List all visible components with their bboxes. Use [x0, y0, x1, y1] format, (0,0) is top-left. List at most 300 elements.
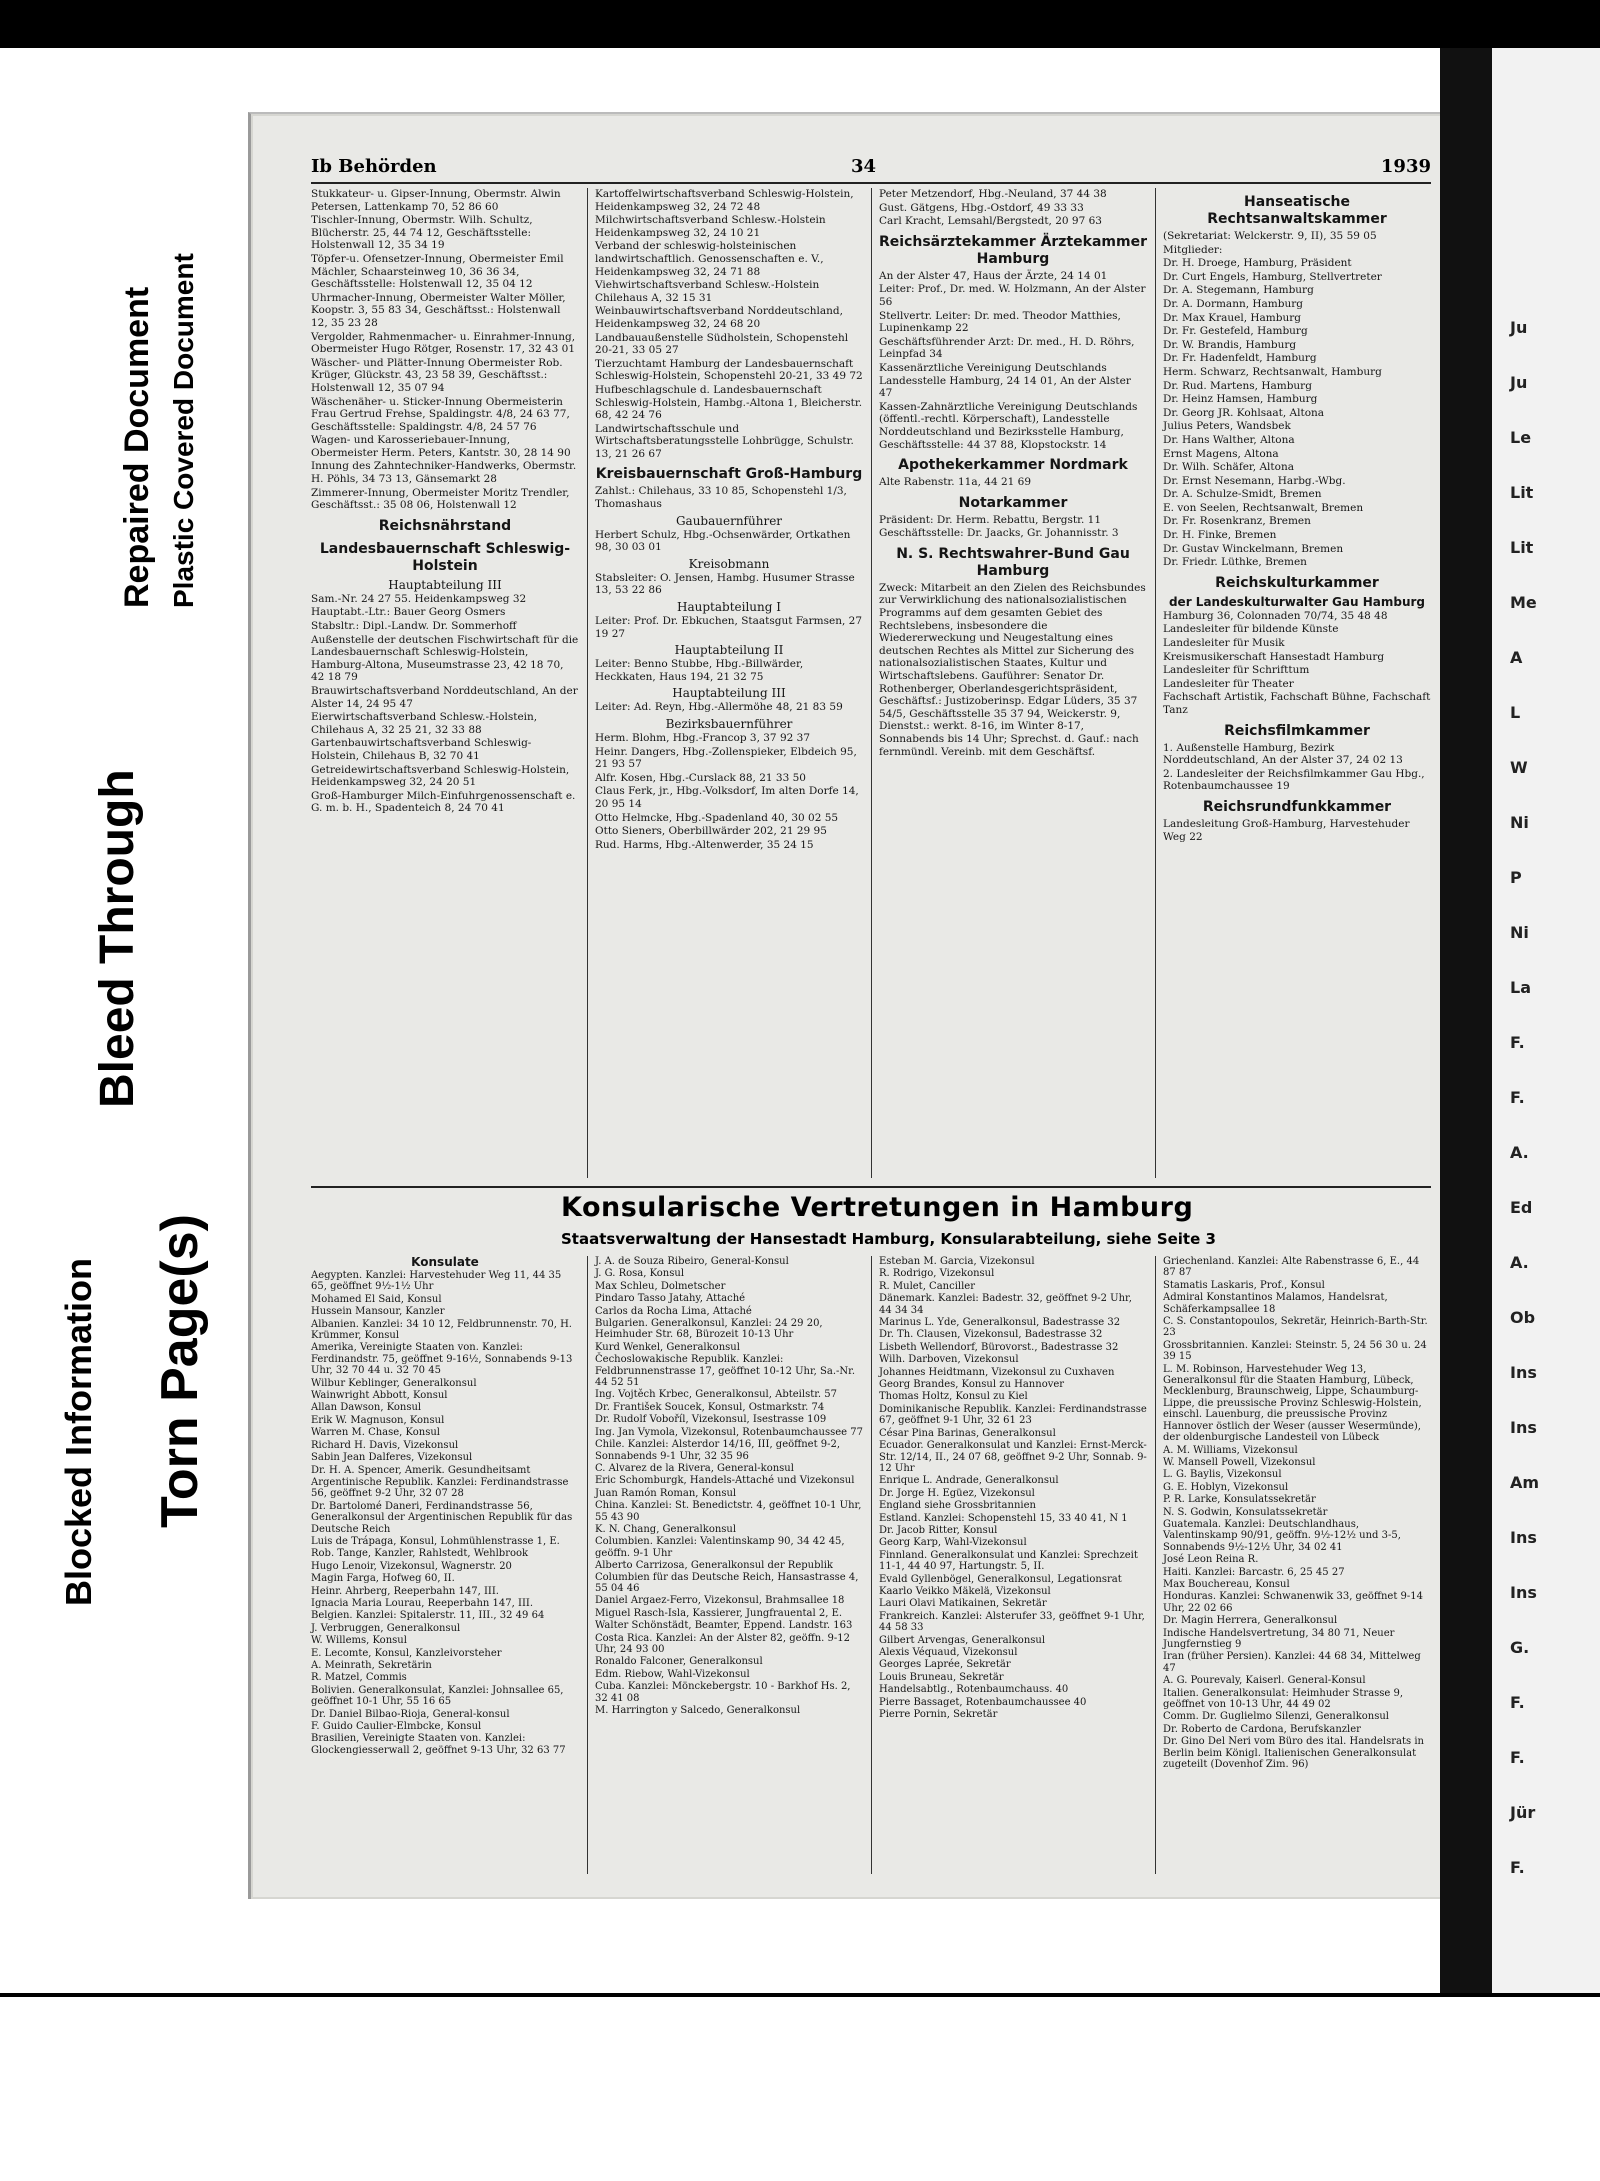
col2-list-d — [595, 572, 863, 597]
entry: Vergolder, Rahmenmacher- u. Einrahmer-Innung, Obermeister Hugo Rötger, Rosenstr. 17, 32 43 01 — [311, 330, 576, 356]
entry: Milchwirtschaftsverband Schlesw.-Holstein Heidenkampsweg 32, 24 10 21 — [595, 214, 826, 239]
entry: Dr. Gino Del Neri vom Büro des ital. Handelsrats in Berlin beim Königl. Italienischen Generalkonsulat zugeteilt (Dovenhof Zim. 96) — [1163, 1736, 1424, 1771]
entry: Ignacia Maria Lourau, Reeperbahn 147, III. — [311, 1597, 534, 1609]
column-3 — [879, 188, 1147, 759]
entry: Ecuador. Generalkonsulat und Kanzlei: Ernst-Merck-Str. 12/14, II., 24 07 68, geöffnet 9-2 Uhr, Sonnab. 9-12 Uhr — [879, 1440, 1147, 1474]
entry: Landbauaußenstelle Südholstein, Schopenstehl 20-21, 33 05 27 — [595, 331, 849, 357]
entry: Dominikanische Republik. Kanzlei: Ferdinandstrasse 67, geöffnet 9-1 Uhr, 32 61 23 — [879, 1403, 1147, 1427]
col1-list-b — [311, 593, 579, 815]
col3-list-c — [879, 476, 1147, 489]
header-year: 1939 — [1380, 156, 1431, 177]
edge-fragment: Ins — [1510, 1528, 1537, 1547]
entry: Landesleitung Groß-Hamburg, Harvestehuder Weg 22 — [1163, 817, 1410, 843]
col3-list-e — [879, 582, 1147, 758]
entry: Stabsltr.: Dipl.-Landw. Dr. Sommerhoff — [311, 620, 517, 633]
edge-fragment: F. — [1510, 1033, 1525, 1052]
entry: Dr. Heinz Hamsen, Hamburg — [1163, 393, 1318, 406]
entry: Herbert Schulz, Hbg.-Ochsenwärder, Ortkathen 98, 30 03 01 — [595, 528, 851, 554]
entry: R. Rodrigo, Vizekonsul — [879, 1268, 995, 1280]
entry: Claus Ferk, jr., Hbg.-Volksdorf, Im alten Dorfe 14, 20 95 14 — [595, 785, 859, 810]
entry: Dr. A. Dormann, Hamburg — [1163, 297, 1303, 310]
col3-list-a — [879, 188, 1147, 228]
entry: P. R. Larke, Konsulatssekretär — [1163, 1494, 1316, 1506]
entry: Kassenärztliche Vereinigung Deutschlands Landesstelle Hamburg, 24 14 01, An der Alster 47 — [879, 361, 1131, 400]
col2-list-h — [595, 732, 863, 851]
konsulate-list-4 — [1163, 1256, 1431, 1770]
entry: Otto Helmcke, Hbg.-Spadenland 40, 30 02 55 — [595, 811, 839, 824]
entry: Dr. Fr. Hadenfeldt, Hamburg — [1163, 352, 1317, 365]
entry: J. G. Rosa, Konsul — [595, 1268, 685, 1280]
edge-fragment: La — [1510, 978, 1531, 997]
entry: J. Verbruggen, Generalkonsul — [311, 1622, 461, 1634]
col2-subheading-2: Kreisobmann — [688, 556, 770, 571]
entry: Lauri Olavi Matikainen, Sekretär — [879, 1598, 1047, 1610]
konsulate-column-2 — [595, 1256, 863, 1717]
col3-heading-2: Apothekerkammer Nordmark — [898, 457, 1128, 474]
entry: Dr. A. Schulze-Smidt, Bremen — [1163, 488, 1322, 501]
entry: An der Alster 47, Haus der Ärzte, 24 14 01 — [879, 269, 1108, 282]
entry: Gartenbauwirtschaftsverband Schleswig-Holstein, Chilehaus B, 32 70 41 — [311, 737, 532, 762]
entry: Amerika, Vereinigte Staaten von. Kanzlei: Ferdinandstr. 75, geöffnet 9-16½, Sonnabends 9-13 Uhr, 32 70 44 u. 32 70 45 — [311, 1342, 573, 1377]
column-divider — [587, 1256, 588, 1874]
col1-list-a — [311, 188, 579, 512]
entry: A. M. Williams, Vizekonsul — [1163, 1444, 1298, 1456]
entry: Dr. Curt Engels, Hamburg, Stellvertreter — [1163, 270, 1382, 283]
entry: Dr. Georg JR. Kohlsaat, Altona — [1163, 406, 1325, 419]
entry: Alexis Véquaud, Vizekonsul — [879, 1647, 1018, 1658]
entry: Max Bouchereau, Konsul — [1163, 1578, 1290, 1590]
entry: Georges Laprée, Sekretär — [879, 1659, 1011, 1671]
entry: Griechenland. Kanzlei: Alte Rabenstrasse 6, E., 44 87 87 — [1163, 1256, 1420, 1279]
entry: Argentinische Republik. Kanzlei: Ferdinandstrasse 56, geöffnet 9-2 Uhr, 32 07 28 — [311, 1476, 569, 1500]
col2-list-g — [595, 701, 863, 714]
entry: Belgien. Kanzlei: Spitalerstr. 11, III., 32 49 64 — [311, 1610, 545, 1622]
konsulate-column-1 — [311, 1252, 579, 1757]
entry: Rud. Harms, Hbg.-Altenwerder, 35 24 15 — [595, 838, 814, 851]
entry: J. A. de Souza Ribeiro, General-Konsul — [595, 1256, 789, 1267]
col4-list-b — [1163, 610, 1431, 717]
entry: Finnland. Generalkonsulat und Kanzlei: Sprechzeit 11-1, 44 40 97, Hartungstr. 5, II. — [879, 1549, 1138, 1573]
entry: Dr. Magin Herrera, Generalkonsul — [1163, 1615, 1338, 1627]
entry: R. Mulet, Canciller — [879, 1280, 976, 1292]
entry: Admiral Konstantinos Malamos, Handelsrat, Schäferkampsallee 18 — [1163, 1292, 1388, 1315]
entry: Alberto Carrizosa, Generalkonsul der Republik Columbien für das Deutsche Reich, Hansastrasse 4, 55 04 46 — [595, 1560, 859, 1594]
konsulate-column-4 — [1163, 1256, 1431, 1771]
header-section: Ib Behörden — [311, 156, 437, 177]
entry: Geschäftsstelle: Dr. Jaacks, Gr. Johannisstr. 3 — [879, 527, 1119, 540]
entry: Dr. Ernst Nesemann, Harbg.-Wbg. — [1163, 474, 1346, 487]
entry: César Pina Barinas, Generalkonsul — [879, 1427, 1056, 1439]
col4-subheading-1: der Landeskulturwalter Gau Hamburg — [1168, 594, 1426, 609]
entry: A. G. Pourevaly, Kaiserl. General-Konsul — [1163, 1675, 1366, 1687]
edge-fragment: A. — [1510, 1253, 1529, 1272]
col2-subheading-1: Gaubauernführer — [675, 513, 783, 528]
entry: Sabin Jean Dalferes, Vizekonsul — [311, 1452, 473, 1464]
entry: Carl Kracht, Lemsahl/Bergstedt, 20 97 63 — [879, 215, 1102, 228]
entry: Otto Sieners, Oberbillwärder 202, 21 29 95 — [595, 825, 827, 838]
edge-fragment: F. — [1510, 1693, 1525, 1712]
col1-subheading-1: Hauptabteilung III — [388, 577, 502, 592]
entry: Wäscher- und Plätter-Innung Obermeister Rob. Krüger, Glückstr. 43, 23 58 39, Geschäftsst.: Holstenwall 12, 35 07 94 — [311, 356, 563, 394]
entry: C. S. Constantopoulos, Sekretär, Heinrich-Barth-Str. 23 — [1163, 1316, 1428, 1339]
entry: Estland. Kanzlei: Schopenstehl 15, 33 40 41, N 1 — [879, 1512, 1128, 1524]
entry: Georg Karp, Wahl-Vizekonsul — [879, 1537, 1027, 1549]
entry: Erik W. Magnuson, Konsul — [311, 1414, 445, 1426]
entry: Daniel Argaez-Ferro, Vizekonsul, Brahmsallee 18 — [595, 1595, 845, 1607]
entry: Guatemala. Kanzlei: Deutschlandhaus, Valentinskamp 90/91, geöffn. 9½-12½ und 3-5, Sonnabends 9½-12½ Uhr, 34 02 41 — [1163, 1518, 1401, 1553]
entry: Italien. Generalkonsulat: Heimhuder Strasse 9, geöffnet von 10-13 Uhr, 44 49 02 — [1163, 1687, 1404, 1711]
entry: Dr. H. Droege, Hamburg, Präsident — [1163, 257, 1352, 270]
entry: Fachschaft Artistik, Fachschaft Bühne, Fachschaft Tanz — [1163, 691, 1431, 716]
entry: Frankreich. Kanzlei: Alsterufer 33, geöffnet 9-1 Uhr, 44 58 33 — [879, 1610, 1145, 1634]
col2-list-e — [595, 615, 863, 640]
entry: Allan Dawson, Konsul — [311, 1402, 422, 1414]
entry: Herm. Blohm, Hbg.-Francop 3, 37 92 37 — [595, 732, 810, 744]
entry: Tischler-Innung, Obermstr. Wilh. Schultz, Blücherstr. 25, 44 74 12, Geschäftsstelle: Holstenwall 12, 35 34 19 — [311, 214, 533, 252]
page-header — [311, 152, 1431, 184]
entry: Getreidewirtschaftsverband Schleswig-Holstein, Heidenkampsweg 32, 24 20 51 — [311, 763, 570, 789]
edge-fragment: G. — [1510, 1638, 1530, 1657]
entry: Hugo Lenoir, Vizekonsul, Wagnerstr. 20 — [311, 1560, 512, 1572]
entry: Alfr. Kosen, Hbg.-Curslack 88, 21 33 50 — [595, 771, 806, 784]
page-gutter-shadow — [1440, 48, 1492, 1993]
entry: W. Willems, Konsul — [311, 1635, 407, 1647]
entry: Leiter: Prof., Dr. med. W. Holzmann, An der Alster 56 — [879, 283, 1146, 308]
col4-list-d — [1163, 818, 1431, 843]
edge-fragment: Ju — [1510, 373, 1528, 392]
konsulate-list-1 — [311, 1270, 579, 1756]
col2-list-f — [595, 658, 863, 683]
scan-bottom-border — [0, 1993, 1600, 2181]
entry: Dr. A. Stegemann, Hamburg — [1163, 284, 1314, 297]
col2-heading-1: Kreisbauernschaft Groß-Hamburg — [595, 466, 863, 483]
edge-fragment: Me — [1510, 593, 1537, 612]
col4-list-c — [1163, 742, 1431, 793]
entry: Iran (früher Persien). Kanzlei: 44 68 34, Mittelweg 47 — [1163, 1651, 1421, 1674]
entry: Herm. Schwarz, Rechtsanwalt, Hamburg — [1163, 365, 1382, 378]
edge-fragment: F. — [1510, 1858, 1525, 1877]
column-divider — [587, 188, 588, 1178]
entry: Geschäftsführender Arzt: Dr. med., H. D. Röhrs, Leinpfad 34 — [879, 335, 1135, 361]
entry: Enrique L. Andrade, Generalkonsul — [879, 1475, 1059, 1487]
entry: Georg Brandes, Konsul zu Hannover — [879, 1379, 1065, 1391]
entry: Louis Bruneau, Sekretär — [879, 1671, 1004, 1683]
entry: Brasilien, Vereinigte Staaten von. Kanzlei: Glockengiesserwall 2, geöffnet 9-13 Uhr, 32 63 77 — [311, 1733, 566, 1756]
entry: Dr. Rudolf Voboříl, Vizekonsul, Isestrasse 109 — [595, 1414, 827, 1426]
col1-heading-1: Reichsnährstand — [378, 517, 512, 534]
entry: Haiti. Kanzlei: Barcastr. 6, 25 45 27 — [1163, 1566, 1345, 1578]
entry: Edm. Riebow, Wahl-Vizekonsul — [595, 1668, 750, 1680]
entry: Ronaldo Falconer, Generalkonsul — [595, 1656, 763, 1668]
entry: Richard H. Davis, Vizekonsul — [311, 1439, 459, 1451]
label-bleed-through: Bleed Through — [91, 769, 144, 1108]
col4-heading-1: Hanseatische Rechtsanwaltskammer — [1207, 194, 1387, 227]
entry: Verband der schleswig-holsteinischen landwirtschaftlich. Genossenschaften e. V., Heidenkampsweg 32, 24 71 88 — [595, 240, 824, 278]
edge-fragment: Lit — [1510, 538, 1534, 557]
entry: Dr. W. Brandis, Hamburg — [1163, 338, 1297, 351]
edge-fragment: Am — [1510, 1473, 1540, 1492]
entry: M. Harrington y Salcedo, Generalkonsul — [595, 1705, 801, 1717]
entry: Pindaro Tasso Jatahy, Attaché — [595, 1293, 746, 1305]
entry: Dr. H. A. Spencer, Amerik. Gesundheitsamt — [311, 1464, 531, 1476]
edge-fragment: A. — [1510, 1143, 1529, 1162]
edge-fragment: A — [1510, 648, 1523, 667]
entry: Wagen- und Karosseriebauer-Innung, Obermeister Herm. Peters, Kantstr. 30, 28 14 90 — [311, 434, 571, 459]
entry: Dr. Daniel Bilbao-Rioja, General-konsul — [311, 1708, 510, 1720]
entry: Carlos da Rocha Lima, Attaché — [595, 1305, 752, 1317]
column-divider — [871, 1256, 872, 1874]
entry: Dr. Friedr. Lüthke, Bremen — [1163, 556, 1307, 569]
entry: Dr. Rud. Martens, Hamburg — [1163, 379, 1312, 392]
col2-subheading-5: Hauptabteilung III — [672, 686, 786, 701]
col4-heading-2: Reichskulturkammer — [1215, 574, 1379, 591]
entry: Lisbeth Wellendorf, Bürovorst., Badestrasse 32 — [879, 1341, 1119, 1353]
konsulate-column-3 — [879, 1256, 1147, 1721]
entry: Landesleiter für Schrifttum — [1163, 664, 1310, 677]
header-page-number: 34 — [851, 156, 877, 177]
entry: Hauptabt.-Ltr.: Bauer Georg Osmers — [311, 606, 506, 619]
entry: Juan Ramón Roman, Konsul — [595, 1487, 737, 1499]
document-page — [248, 112, 1481, 1899]
edge-fragment: L — [1510, 703, 1521, 722]
annotation-strip — [0, 48, 240, 1993]
entry: Bolivien. Generalkonsulat, Kanzlei: Johnsallee 65, geöffnet 10-1 Uhr, 55 16 65 — [311, 1684, 564, 1708]
column-4 — [1163, 188, 1431, 844]
col3-heading-3: Notarkammer — [958, 494, 1068, 511]
edge-fragment: Ins — [1510, 1583, 1537, 1602]
entry: Peter Metzendorf, Hbg.-Neuland, 37 44 38 — [879, 188, 1107, 200]
entry: F. Guido Caulier-Elmbcke, Konsul — [311, 1721, 482, 1733]
entry: Gust. Gätgens, Hbg.-Ostdorf, 49 33 33 — [879, 201, 1084, 214]
column-divider — [1155, 188, 1156, 1178]
entry: Stukkateur- u. Gipser-Innung, Obermstr. Alwin Petersen, Lattenkamp 70, 52 86 60 — [311, 188, 561, 213]
entry: Columbien. Kanzlei: Valentinskamp 90, 34 42 45, geöffn. 9-1 Uhr — [595, 1536, 845, 1559]
col4-heading-4: Reichsrundfunkkammer — [1202, 798, 1392, 815]
col2-list-b — [595, 485, 863, 510]
entry: Thomas Holtz, Konsul zu Kiel — [879, 1391, 1028, 1403]
entry: Alte Rabenstr. 11a, 44 21 69 — [879, 476, 1032, 489]
entry: Hussein Mansour, Kanzler — [311, 1306, 445, 1318]
entry: Dr. Jacob Ritter, Konsul — [879, 1524, 998, 1536]
entry: Costa Rica. Kanzlei: An der Alster 82, geöffn. 9-12 Uhr, 24 93 00 — [595, 1632, 850, 1655]
entry: Čechoslowakische Republik. Kanzlei: Feldbrunnenstrasse 17, geöffnet 10-12 Uhr, Sa.-Nr. 44 52 51 — [595, 1354, 855, 1389]
entry: Ernst Magens, Altona — [1163, 447, 1279, 460]
entry: Heinr. Ahrberg, Reeperbahn 147, III. — [311, 1585, 499, 1597]
entry: Kurd Wenkel, Generalkonsul — [595, 1341, 740, 1353]
edge-fragment: Ed — [1510, 1198, 1533, 1217]
entry: Rob. Tange, Kanzler, Rahlstedt, Wehlbrook — [311, 1548, 529, 1560]
edge-fragment: Ju — [1510, 318, 1528, 337]
col2-list-c — [595, 529, 863, 554]
entry: Dr. Wilh. Schäfer, Altona — [1163, 461, 1294, 474]
entry: Hamburg 36, Colonnaden 70/74, 35 48 48 — [1163, 609, 1388, 622]
konsular-title: Konsularische Vertretungen in Hamburg — [561, 1192, 1194, 1223]
entry: Dänemark. Kanzlei: Badestr. 32, geöffnet 9-2 Uhr, 44 34 34 — [879, 1293, 1132, 1316]
entry: China. Kanzlei: St. Benedictstr. 4, geöffnet 10-1 Uhr, 55 43 90 — [595, 1500, 862, 1523]
entry: Evald Gyllenbögel, Generalkonsul, Legationsrat — [879, 1573, 1122, 1585]
entry: Miguel Rasch-Isla, Kassierer, Jungfrauental 2, E. — [595, 1607, 843, 1619]
col3-heading-4: N. S. Rechtswahrer-Bund Gau Hamburg — [896, 545, 1130, 579]
entry: K. N. Chang, Generalkonsul — [595, 1523, 737, 1535]
entry: Zweck: Mitarbeit an den Zielen des Reichsbundes zur Verwirklichung des nationalsozialistischen Programms auf dem gesamten Gebiet des Rechtslebens, insbesondere die Wiedererweckung und Neugestaltung eines deutschen Rechtes als Mittel zur Sicherung des nationalsozialistischen Staates, Kultur und Wirtschaftslebens. Gauführer: Senator Dr. Rothenberger, Oberlandesgerichtspräsident, Geschäftsf.: Justizoberinsp. Edgar Lüders, 35 37 54/5, Geschäftsstelle 35 37 94, Weickerstr. 9, Dienstst.: werkt. 8-16, im Winter 8-17, Sonnabends bis 14 Uhr; Sprechst. d. Gauf.: nach fernmündl. Vereinb. mit dem Geschäftsf. — [879, 581, 1146, 758]
entry: Außenstelle der deutschen Fischwirtschaft für die Landesbauernschaft Schleswig-Holstein, Hamburg-Altona, Museumstrasse 23, 42 18 70, 42 18 79 — [311, 633, 579, 684]
entry: Albanien. Kanzlei: 34 10 12, Feldbrunnenstr. 70, H. Krümmer, Konsul — [311, 1318, 572, 1342]
entry: Kaarlo Veikko Mäkelä, Vizekonsul — [879, 1585, 1051, 1597]
entry: Ing. Jan Vymola, Vizekonsul, Rotenbaumchaussee 77 — [595, 1426, 863, 1438]
entry: Eric Schomburgk, Handels-Attaché und Vizekonsul — [595, 1475, 855, 1487]
col4-heading-3: Reichsfilmkammer — [1224, 722, 1370, 739]
entry: Marinus L. Yde, Generalkonsul, Badestrasse 32 — [879, 1317, 1121, 1329]
konsulate-list-2 — [595, 1256, 863, 1716]
entry: José Leon Reina R. — [1163, 1554, 1259, 1566]
edge-fragment: P — [1510, 868, 1522, 887]
entry: Dr. Max Krauel, Hamburg — [1163, 311, 1301, 324]
adjacent-page-edge — [1492, 48, 1600, 1993]
entry: Julius Peters, Wandsbek — [1163, 420, 1291, 433]
entry: Sam.-Nr. 24 27 55. Heidenkampsweg 32 — [311, 592, 527, 605]
edge-fragment: Le — [1510, 428, 1532, 447]
entry: Stellvertr. Leiter: Dr. med. Theodor Matthies, Lupinenkamp 22 — [879, 309, 1121, 335]
edge-fragment: F. — [1510, 1748, 1525, 1767]
entry: Hufbeschlagschule d. Landesbauernschaft Schleswig-Holstein, Hambg.-Altona 1, Bleicherstr. 68, 42 24 76 — [595, 383, 863, 422]
entry: Cuba. Kanzlei: Mönckebergstr. 10 - Barkhof Hs. 2, 32 41 08 — [595, 1681, 851, 1704]
edge-fragment: Ins — [1510, 1363, 1537, 1382]
konsulate-heading: Konsulate — [411, 1255, 479, 1269]
entry: Bulgarien. Generalkonsul, Kanzlei: 24 29 20, Heimhuder Str. 68, Bürozeit 10-13 Uhr — [595, 1318, 823, 1341]
entry: Dr. Gustav Winckelmann, Bremen — [1163, 542, 1344, 555]
col3-list-b — [879, 270, 1147, 451]
entry: Esteban M. Garcia, Vizekonsul — [879, 1256, 1035, 1267]
entry: Kreismusikerschaft Hansestadt Hamburg — [1163, 650, 1385, 663]
column-divider — [871, 188, 872, 1178]
entry: Leiter: Prof. Dr. Ebkuchen, Staatsgut Farmsen, 27 19 27 — [595, 615, 863, 640]
entry: Luis de Trápaga, Konsul, Lohmühlenstrasse 1, E. — [311, 1535, 560, 1547]
entry: Dr. Fr. Gestefeld, Hamburg — [1163, 325, 1308, 338]
edge-fragment: Ins — [1510, 1418, 1537, 1437]
edge-fragment: Jür — [1510, 1803, 1536, 1822]
entry: England siehe Grossbritannien — [879, 1500, 1036, 1512]
col2-subheading-6: Bezirksbauernführer — [665, 717, 793, 731]
konsular-subtitle: Staatsverwaltung der Hansestadt Hamburg, Konsularabteilung, siehe Seite 3 — [561, 1230, 1216, 1248]
entry: Dr. Th. Clausen, Vizekonsul, Badestrasse 32 — [879, 1329, 1103, 1341]
entry: Kartoffelwirtschaftsverband Schleswig-Holstein, Heidenkampsweg 32, 24 72 48 — [595, 188, 854, 213]
entry: Magin Farga, Hofweg 60, II. — [311, 1573, 455, 1585]
entry: R. Matzel, Commis — [311, 1672, 407, 1684]
entry: Comm. Dr. Guglielmo Silenzi, Generalkonsul — [1163, 1711, 1390, 1723]
entry: W. Mansell Powell, Vizekonsul — [1163, 1456, 1316, 1468]
entry: Töpfer-u. Ofensetzer-Innung, Obermeister Emil Mächler, Schaarsteinweg 10, 36 36 34, Geschäftsstelle: Holstenwall 12, 35 04 12 — [311, 252, 564, 291]
entry: Johannes Heidtmann, Vizekonsul zu Cuxhaven — [879, 1366, 1115, 1378]
entry: Dr. H. Finke, Bremen — [1163, 529, 1277, 542]
entry: Präsident: Dr. Herm. Rebattu, Bergstr. 11 — [879, 513, 1102, 526]
col3-heading-1: Reichsärztekammer Ärztekammer Hamburg — [879, 233, 1147, 267]
entry: Dr. Hans Walther, Altona — [1163, 433, 1295, 446]
entry: C. Alvarez de la Rivera, General-konsul — [595, 1462, 794, 1474]
entry: Stabsleiter: O. Jensen, Hambg. Husumer Strasse 13, 53 22 86 — [595, 571, 855, 597]
entry: Eierwirtschaftsverband Schlesw.-Holstein, Chilehaus A, 32 25 21, 32 33 88 — [311, 711, 538, 736]
entry: Stamatis Laskaris, Prof., Konsul — [1163, 1279, 1325, 1291]
entry: E. Lecomte, Konsul, Kanzleivorsteher — [311, 1647, 502, 1659]
entry: L. M. Robinson, Harvestehuder Weg 13, Generalkonsul für die Staaten Hamburg, Lübeck, Mecklenburg, Braunschweig, Lippe, Schaumburg-Lippe, die preussische Provinz Schleswig-Holstein, einschl. Lauenburg, die preussische Provinz Hannover östlich der Weser (ausser Wesermünde), der oldenburgische Landesteil von Lübeck — [1163, 1363, 1422, 1444]
entry: Kassen-Zahnärztliche Vereinigung Deutschlands (öffentl.-rechtl. Körperschaft), Landesstelle Norddeutschland und Bezirksstelle Hamburg, Geschäftsstelle: 44 37 88, Klopstockstr. 14 — [879, 400, 1138, 451]
konsulate-list-3 — [879, 1256, 1147, 1720]
entry: (Sekretariat: Welckerstr. 9, II), 35 59 05 — [1163, 230, 1377, 242]
entry: 2. Landesleiter der Reichsfilmkammer Gau Hbg., Rotenbaumchaussee 19 — [1163, 767, 1425, 793]
entry: Dr. Fr. Rosenkranz, Bremen — [1163, 515, 1311, 528]
edge-fragment: Ni — [1510, 813, 1529, 832]
entry: Leiter: Ad. Reyn, Hbg.-Allermöhe 48, 21 83 59 — [595, 701, 843, 714]
entry: N. S. Godwin, Konsulatssekretär — [1163, 1506, 1328, 1518]
edge-fragment: Ni — [1510, 923, 1529, 942]
entry: Viehwirtschaftsverband Schlesw.-Holstein Chilehaus A, 32 15 31 — [595, 279, 820, 304]
section-divider — [311, 1186, 1431, 1188]
entry: Zahlst.: Chilehaus, 33 10 85, Schopenstehl 1/3, Thomashaus — [595, 485, 847, 511]
entry: Handelsabtlg., Rotenbaumchauss. 40 — [879, 1684, 1069, 1696]
entry: Warren M. Chase, Konsul — [311, 1427, 440, 1439]
entry: Walter Schönstädt, Beamter, Eppend. Landstr. 163 — [595, 1620, 853, 1632]
entry: Groß-Hamburger Milch-Einfuhrgenossenschaft e. G. m. b. H., Spadenteich 8, 24 70 41 — [311, 789, 576, 815]
entry: Brauwirtschaftsverband Norddeutschland, An der Alster 14, 24 95 47 — [311, 685, 578, 710]
col2-subheading-4: Hauptabteilung II — [674, 643, 784, 658]
entry: Tierzuchtamt Hamburg der Landesbauernschaft Schleswig-Holstein, Schopenstehl 20-21, 33 49 72 — [595, 357, 863, 383]
scan-top-border — [0, 0, 1600, 48]
entry: Pierre Pornin, Sekretär — [879, 1709, 998, 1721]
label-repaired-document: Repaired Document — [118, 286, 156, 608]
entry: Wilbur Keblinger, Generalkonsul — [311, 1377, 477, 1389]
entry: Ing. Vojtěch Krbec, Generalkonsul, Abteilstr. 57 — [595, 1389, 837, 1401]
edge-fragment: Ob — [1510, 1308, 1536, 1327]
entry: Dr. Bartolomé Daneri, Ferdinandstrasse 56, Generalkonsul der Argentinischen Republik für das Deutsche Reich — [311, 1500, 573, 1535]
label-plastic-covered-document: Plastic Covered Document — [168, 253, 199, 608]
entry: Landesleiter für Musik — [1163, 637, 1285, 650]
edge-fragment: F. — [1510, 1088, 1525, 1107]
label-torn-pages: Torn Page(s) — [151, 1214, 209, 1528]
entry: Gilbert Arvengas, Generalkonsul — [879, 1634, 1046, 1646]
entry: Landesleiter für bildende Künste — [1163, 623, 1339, 636]
entry: Chile. Kanzlei: Alsterdor 14/16, III, geöffnet 9-2, Sonnabends 9-1 Uhr, 32 35 96 — [595, 1439, 841, 1462]
entry: Landwirtschaftsschule und Wirtschaftsberatungsstelle Lohbrügge, Schulstr. 13, 21 26 67 — [595, 422, 854, 460]
entry: Weinbauwirtschaftsverband Norddeutschland, Heidenkampsweg 32, 24 68 20 — [595, 305, 843, 330]
col1-heading-2: Landesbauernschaft Schleswig-Holstein — [319, 540, 571, 574]
entry: Max Schleu, Dolmetscher — [595, 1280, 726, 1292]
edge-fragment: Lit — [1510, 483, 1534, 502]
col3-list-d — [879, 514, 1147, 540]
entry: Leiter: Benno Stubbe, Hbg.-Billwärder, Heckkaten, Haus 194, 21 32 75 — [595, 658, 804, 683]
entry: Aegypten. Kanzlei: Harvestehuder Weg 11, 44 35 65, geöffnet 9½-1½ Uhr — [311, 1270, 562, 1293]
column-divider — [1155, 1256, 1156, 1874]
entry: Dr. Jorge H. Egüez, Vizekonsul — [879, 1487, 1035, 1499]
entry: Uhrmacher-Innung, Obermeister Walter Möller, Koopstr. 3, 55 83 34, Geschäftsst.: Holstenwall 12, 35 23 28 — [311, 291, 566, 329]
label-blocked-information: Blocked Information — [58, 1257, 99, 1606]
entry: Mohamed El Said, Konsul — [311, 1293, 442, 1305]
entry: Heinr. Dangers, Hbg.-Zollenspieker, Elbdeich 95, 21 93 57 — [595, 745, 857, 771]
entry: E. von Seelen, Rechtsanwalt, Bremen — [1163, 501, 1364, 514]
entry: Dr. Roberto de Cardona, Berufskanzler — [1163, 1723, 1361, 1735]
entry: Honduras. Kanzlei: Schwanenwik 33, geöffnet 9-14 Uhr, 22 02 66 — [1163, 1591, 1424, 1614]
entry: Wainwright Abbott, Konsul — [311, 1390, 448, 1402]
edge-fragment: W — [1510, 758, 1528, 777]
entry: Pierre Bassaget, Rotenbaumchaussee 40 — [879, 1696, 1087, 1708]
entry: G. E. Hoblyn, Vizekonsul — [1163, 1481, 1289, 1493]
col2-list-a — [595, 188, 863, 460]
entry: 1. Außenstelle Hamburg, Bezirk Norddeutschland, An der Alster 37, 24 02 13 — [1163, 741, 1403, 767]
entry: Wäschenäher- u. Sticker-Innung Obermeisterin Frau Gertrud Frehse, Spaldingstr. 4/8, 24 63 77, Geschäftsstelle: Spaldingstr. 4/8, 24 57 76 — [311, 395, 570, 433]
column-1 — [311, 188, 579, 816]
entry: Indische Handelsvertretung, 34 80 71, Neuer Jungfernstieg 9 — [1163, 1627, 1395, 1650]
entry: Mitglieder: — [1163, 243, 1223, 256]
col4-list-a — [1163, 230, 1431, 569]
entry: L. G. Baylis, Vizekonsul — [1163, 1469, 1282, 1481]
